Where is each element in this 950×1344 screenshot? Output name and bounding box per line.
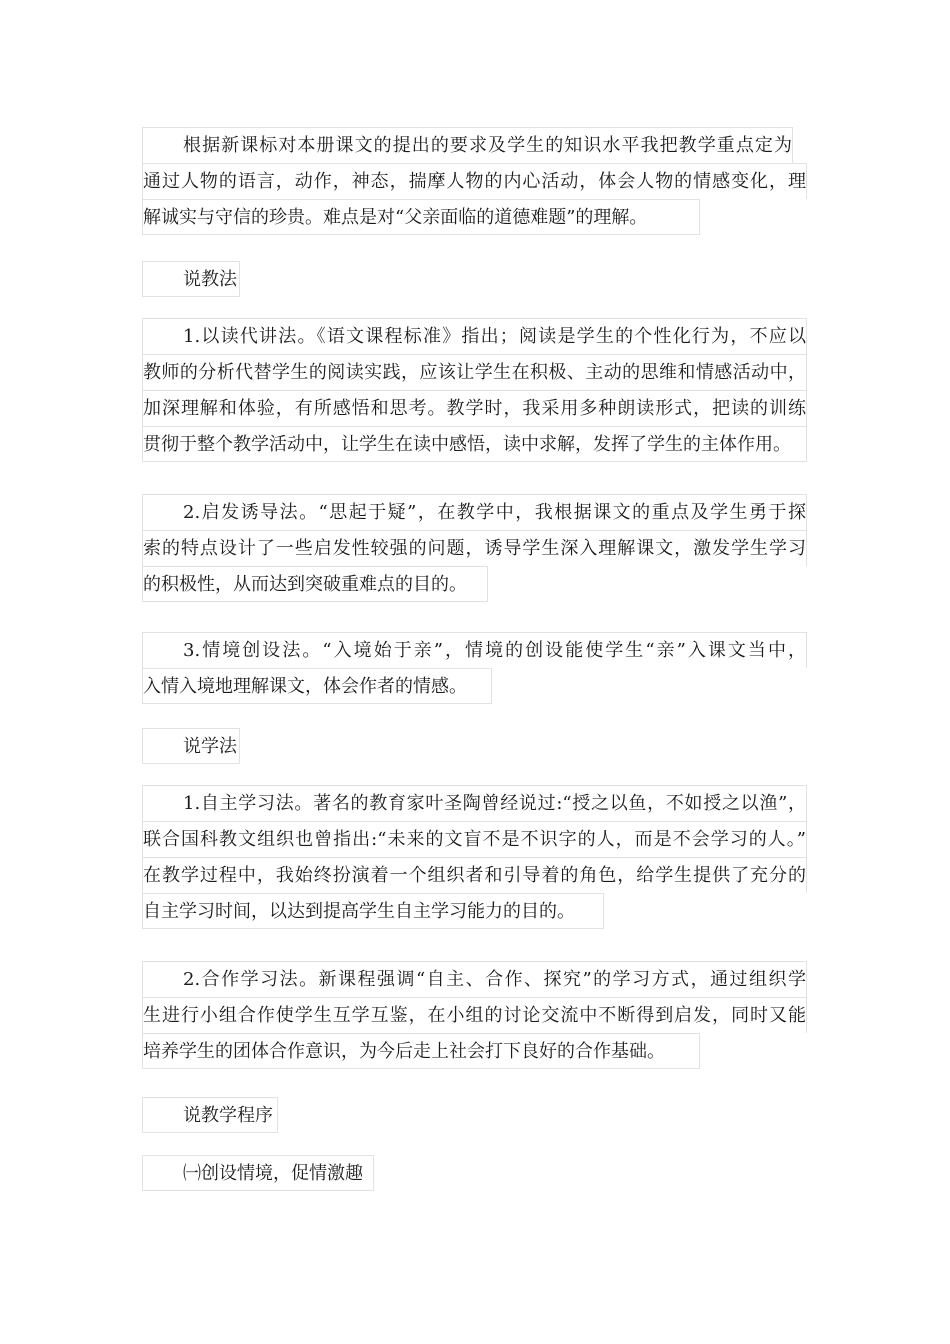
text-line: 索的特点设计了一些启发性较强的问题，诱导学生深入理解课文，激发学生学习	[142, 530, 807, 566]
text-line: 加深理解和体验，有所感悟和思考。教学时，我采用多种朗读形式，把读的训练	[142, 390, 807, 426]
text-line: 贯彻于整个教学活动中，让学生在读中感悟，读中求解，发挥了学生的主体作用。	[142, 426, 807, 462]
section-heading	[142, 1097, 807, 1133]
paragraph	[142, 961, 807, 1069]
section-heading	[142, 728, 807, 764]
section-heading	[142, 261, 807, 297]
text-line: 1.自主学习法。著名的教育家叶圣陶曾经说过:“授之以鱼，不如授之以渔”，	[142, 785, 807, 821]
text-line: 联合国科教文组织也曾指出:“未来的文盲不是不识字的人，而是不会学习的人。”	[142, 821, 807, 857]
heading-text: 说学法	[142, 728, 240, 764]
text-line: 2.启发诱导法。“思起于疑”，在教学中，我根据课文的重点及学生勇于探	[142, 494, 807, 530]
text-line: 1.以读代讲法。《语文课程标准》指出；阅读是学生的个性化行为，不应以	[142, 318, 807, 354]
text-line: 生进行小组合作使学生互学互鉴，在小组的讨论交流中不断得到启发，同时又能	[142, 997, 807, 1033]
paragraph	[142, 494, 807, 602]
section-subheading	[142, 1155, 807, 1191]
heading-text: 说教法	[142, 261, 240, 297]
text-line: 在教学过程中，我始终扮演着一个组织者和引导着的角色，给学生提供了充分的	[142, 857, 807, 893]
text-line: 2.合作学习法。新课程强调“自主、合作、探究”的学习方式，通过组织学	[142, 961, 807, 997]
heading-text: 说教学程序	[142, 1097, 278, 1133]
text-line: 根据新课标对本册课文的提出的要求及学生的知识水平我把教学重点定为	[142, 127, 793, 163]
text-line: 自主学习时间，以达到提高学生自主学习能力的目的。	[142, 893, 604, 929]
text-line: 培养学生的团体合作意识，为今后走上社会打下良好的合作基础。	[142, 1033, 700, 1069]
paragraph	[142, 127, 807, 235]
text-line: 通过人物的语言，动作，神态，揣摩人物的内心活动，体会人物的情感变化，理	[142, 163, 807, 199]
paragraph	[142, 318, 807, 462]
text-line: 的积极性，从而达到突破重难点的目的。	[142, 566, 488, 602]
paragraph	[142, 632, 807, 704]
text-line: 3.情境创设法。“入境始于亲”，情境的创设能使学生“亲”入课文当中，	[142, 632, 807, 668]
paragraph	[142, 785, 807, 929]
text-line: 教师的分析代替学生的阅读实践，应该让学生在积极、主动的思维和情感活动中，	[142, 354, 807, 390]
text-line: 入情入境地理解课文，体会作者的情感。	[142, 668, 492, 704]
text-line: 解诚实与守信的珍贵。难点是对“父亲面临的道德难题”的理解。	[142, 199, 700, 235]
subheading-text: ㈠创设情境，促情激趣	[142, 1155, 374, 1191]
